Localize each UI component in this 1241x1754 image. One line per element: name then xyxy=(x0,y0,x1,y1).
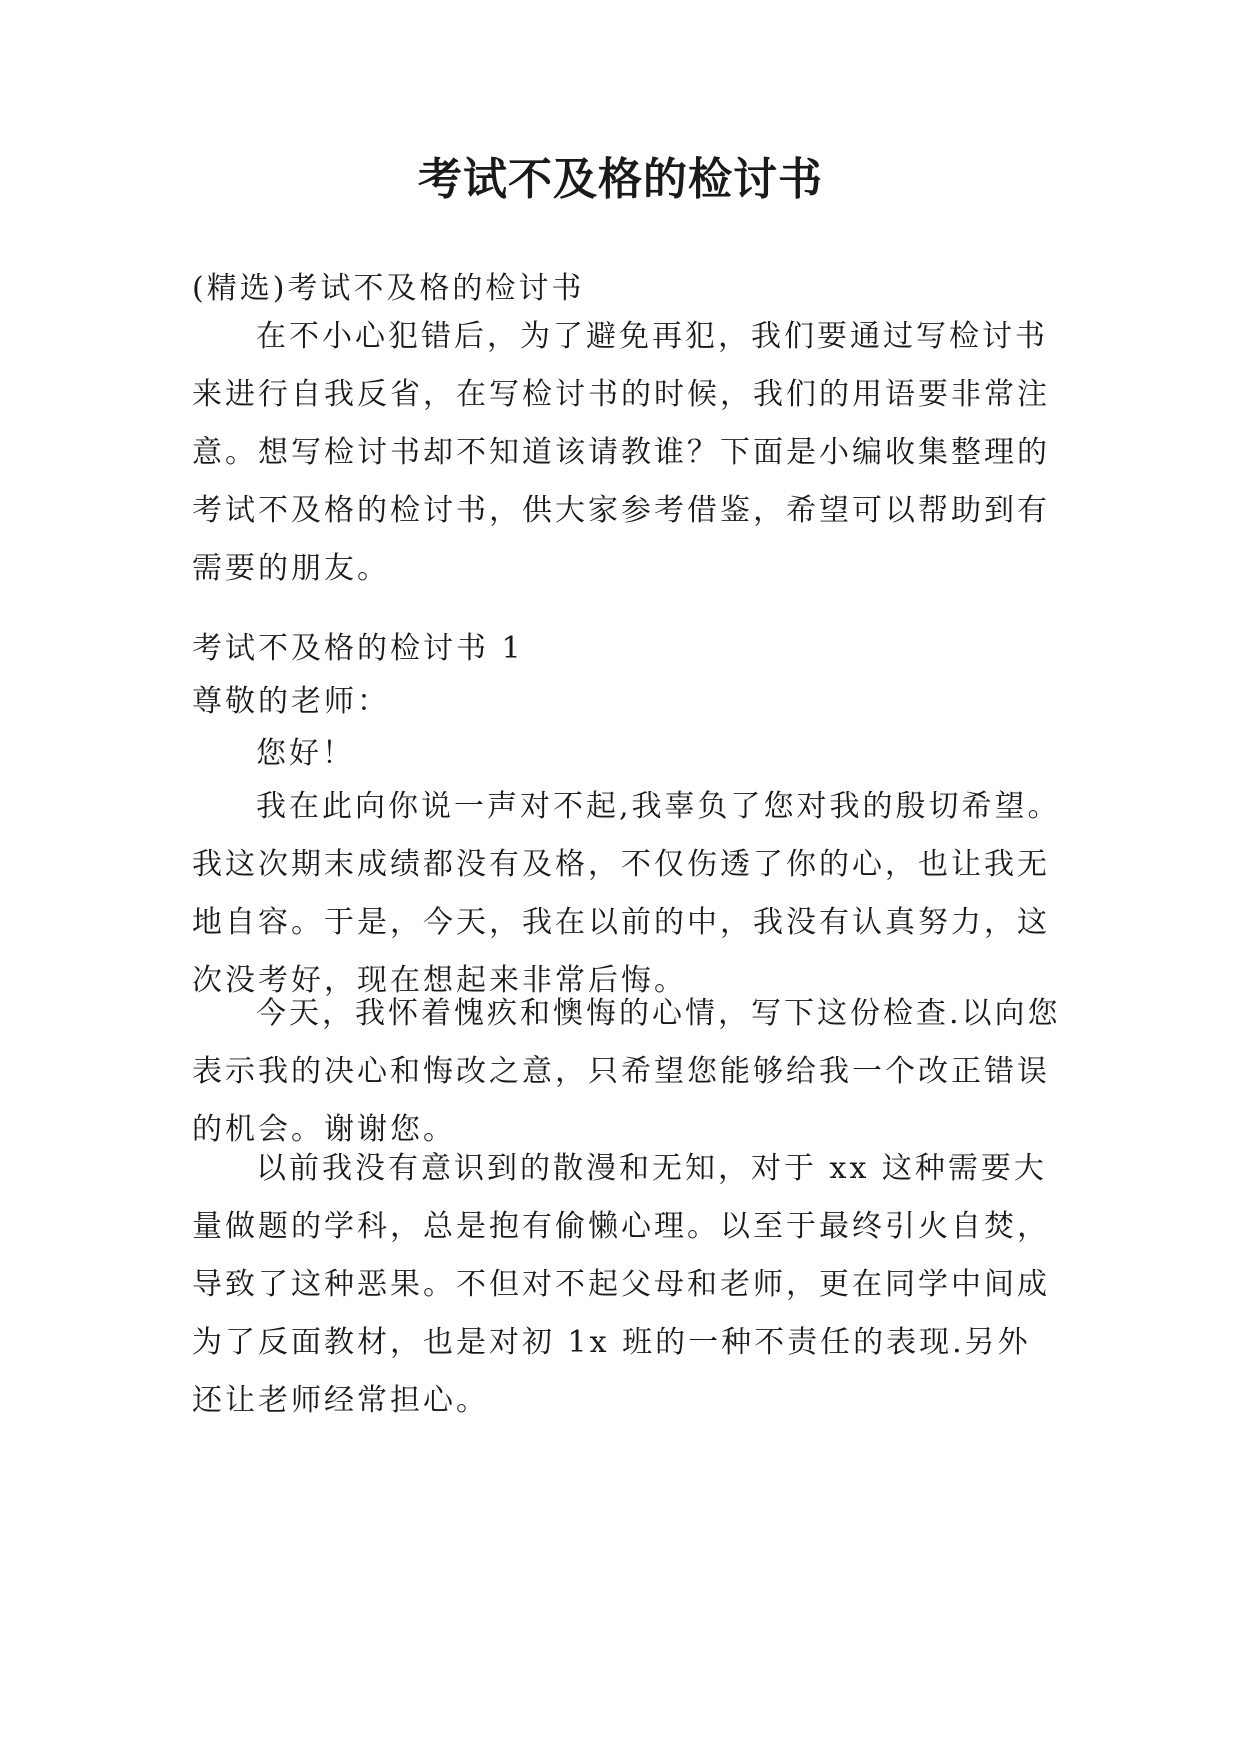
section-heading: 考试不及格的检讨书 1 xyxy=(192,631,524,666)
body-paragraph-2: 今天，我怀着愧疚和懊悔的心情，写下这份检查.以向您表示我的决心和悔改之意，只希望您能够给我一个改正错误的机会。谢谢您。 xyxy=(192,996,1061,1147)
salutation: 尊敬的老师： xyxy=(192,684,390,719)
intro-paragraph: 在不小心犯错后，为了避免再犯，我们要通过写检讨书来进行自我反省，在写检讨书的时候，我们的用语要非常注意。想写检讨书却不知道该请教谁？下面是小编收集整理的考试不及格的检讨书，供大家参考借鉴，希望可以帮助到有需要的朋友。 xyxy=(192,319,1050,586)
document-subtitle: (精选)考试不及格的检讨书 xyxy=(192,271,585,306)
document-title: 考试不及格的检讨书 xyxy=(418,154,823,205)
body-paragraph-3: 以前我没有意识到的散漫和无知，对于 xx 这种需要大量做题的学科，总是抱有偷懒心理。以至于最终引火自焚，导致了这种恶果。不但对不起父母和老师，更在同学中间成为了反面教材，也是对初 1x 班的一种不责任的表现.另外还让老师经常担心。 xyxy=(192,1151,1050,1418)
body-paragraph-1: 我在此向你说一声对不起,我辜负了您对我的殷切希望。我这次期末成绩都没有及格，不仅伤透了你的心，也让我无地自容。于是，今天，我在以前的中，我没有认真努力，这次没考好，现在想起来非常后悔。 xyxy=(192,789,1061,998)
greeting: 您好！ xyxy=(256,736,355,771)
